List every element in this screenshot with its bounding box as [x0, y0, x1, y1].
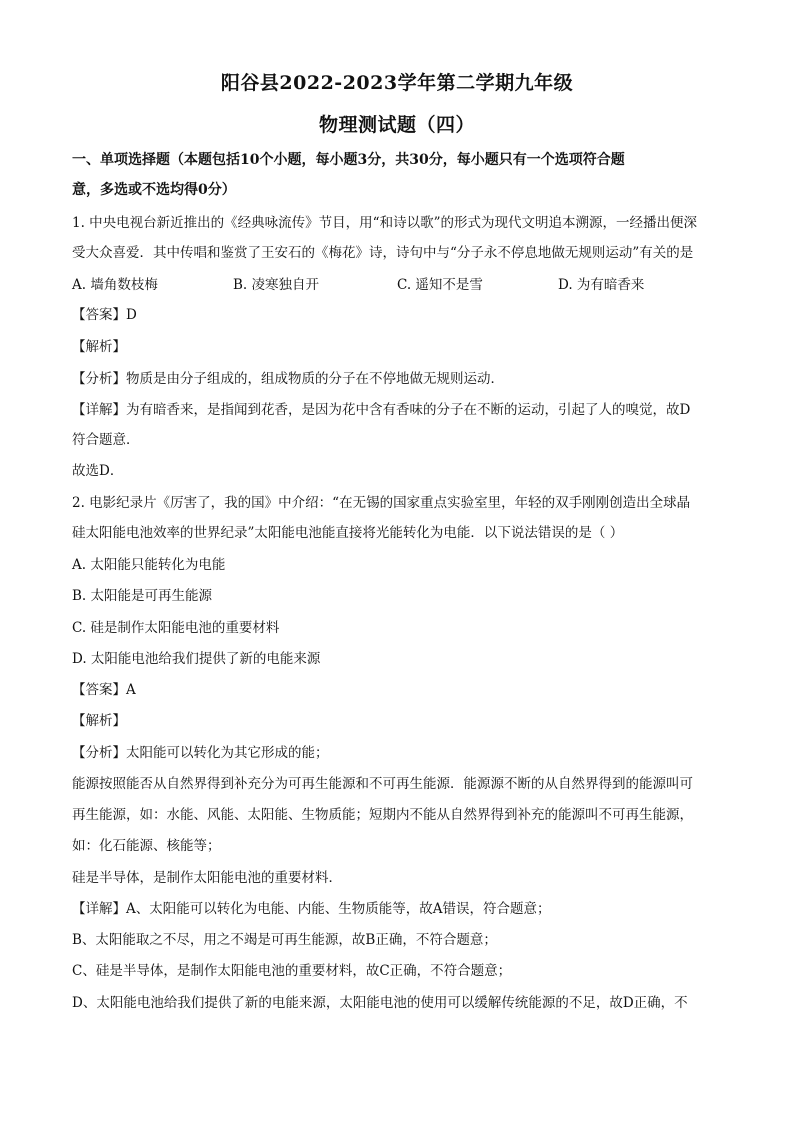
q1-stem-line1: 1. 中央电视台新近推出的《经典咏流传》节目，用“和诗以歌”的形式为现代文明追本溯源，一经播出便深 [72, 215, 697, 231]
q2-stem-line2: 硅太阳能电池效率的世界纪录”太阳能电池能直接将光能转化为电能．以下说法错误的是（ ） [72, 525, 624, 541]
q2-fenxi: 【分析】太阳能可以转化为其它形成的能； [72, 745, 329, 761]
section-heading-line2: 意，多选或不选均得0分） [72, 182, 236, 198]
q1-analysis-label: 【解析】 [72, 339, 126, 355]
q2-stem-line1: 2. 电影纪录片《厉害了，我的国》中介绍：“在无锡的国家重点实验室里，年轻的双手刚刚创造出全球晶 [72, 495, 691, 511]
q2-option-c: C. 硅是制作太阳能电池的重要材料 [72, 620, 280, 636]
exam-title-line1: 阳谷县2022-2023学年第二学期九年级 [220, 72, 574, 94]
q1-answer: 【答案】D [72, 307, 137, 323]
q1-option-b: B. 凌寒独自开 [233, 277, 320, 293]
q1-option-d: D. 为有暗香来 [558, 277, 645, 293]
q2-option-b: B. 太阳能是可再生能源 [72, 588, 213, 604]
q1-fenxi: 【分析】物质是由分子组成的，组成物质的分子在不停地做无规则运动． [72, 371, 504, 387]
q1-option-c: C. 遥知不是雪 [397, 277, 483, 293]
q1-detail-line2: 符合题意． [72, 432, 140, 448]
q2-detail-line2: B、太阳能取之不尽，用之不竭是可再生能源，故B正确，不符合题意； [72, 932, 497, 948]
q2-para-line2: 再生能源，如：水能、风能、太阳能、生物质能；短期内不能从自然界得到补充的能源叫不可再生能源， [72, 807, 693, 823]
q1-option-a: A. 墙角数枝梅 [72, 277, 158, 293]
q2-para-line1: 能源按照能否从自然界得到补充分为可再生能源和不可再生能源．能源源不断的从自然界得到的能源叫可 [72, 776, 693, 792]
q2-detail-line3: C、硅是半导体，是制作太阳能电池的重要材料，故C正确，不符合题意； [72, 963, 512, 979]
q2-analysis-label: 【解析】 [72, 713, 126, 729]
q1-choose: 故选D． [72, 463, 124, 479]
q2-para-line4: 硅是半导体，是制作太阳能电池的重要材料． [72, 870, 342, 886]
q2-para-line3: 如：化石能源、核能等； [72, 838, 221, 854]
q2-option-d: D. 太阳能电池给我们提供了新的电能来源 [72, 651, 321, 667]
q2-option-a: A. 太阳能只能转化为电能 [72, 557, 226, 573]
q2-detail-line1: 【详解】A、太阳能可以转化为电能、内能、生物质能等，故A错误，符合题意； [72, 901, 551, 917]
q1-detail-line1: 【详解】为有暗香来，是指闻到花香，是因为花中含有香味的分子在不断的运动，引起了人的嗅觉，故D [72, 402, 691, 418]
exam-title-line2: 物理测试题（四） [318, 114, 475, 136]
q2-detail-line4: D、太阳能电池给我们提供了新的电能来源，太阳能电池的使用可以缓解传统能源的不足，故D正确，不 [72, 995, 688, 1011]
q2-answer: 【答案】A [72, 682, 136, 698]
q1-stem-line2: 受大众喜爱．其中传唱和鉴赏了王安石的《梅花》诗，诗句中与“分子永不停息地做无规则运动”有关的是 [72, 245, 694, 261]
section-heading-line1: 一、单项选择题（本题包括10个小题，每小题3分，共30分，每小题只有一个选项符合题 [72, 152, 625, 168]
